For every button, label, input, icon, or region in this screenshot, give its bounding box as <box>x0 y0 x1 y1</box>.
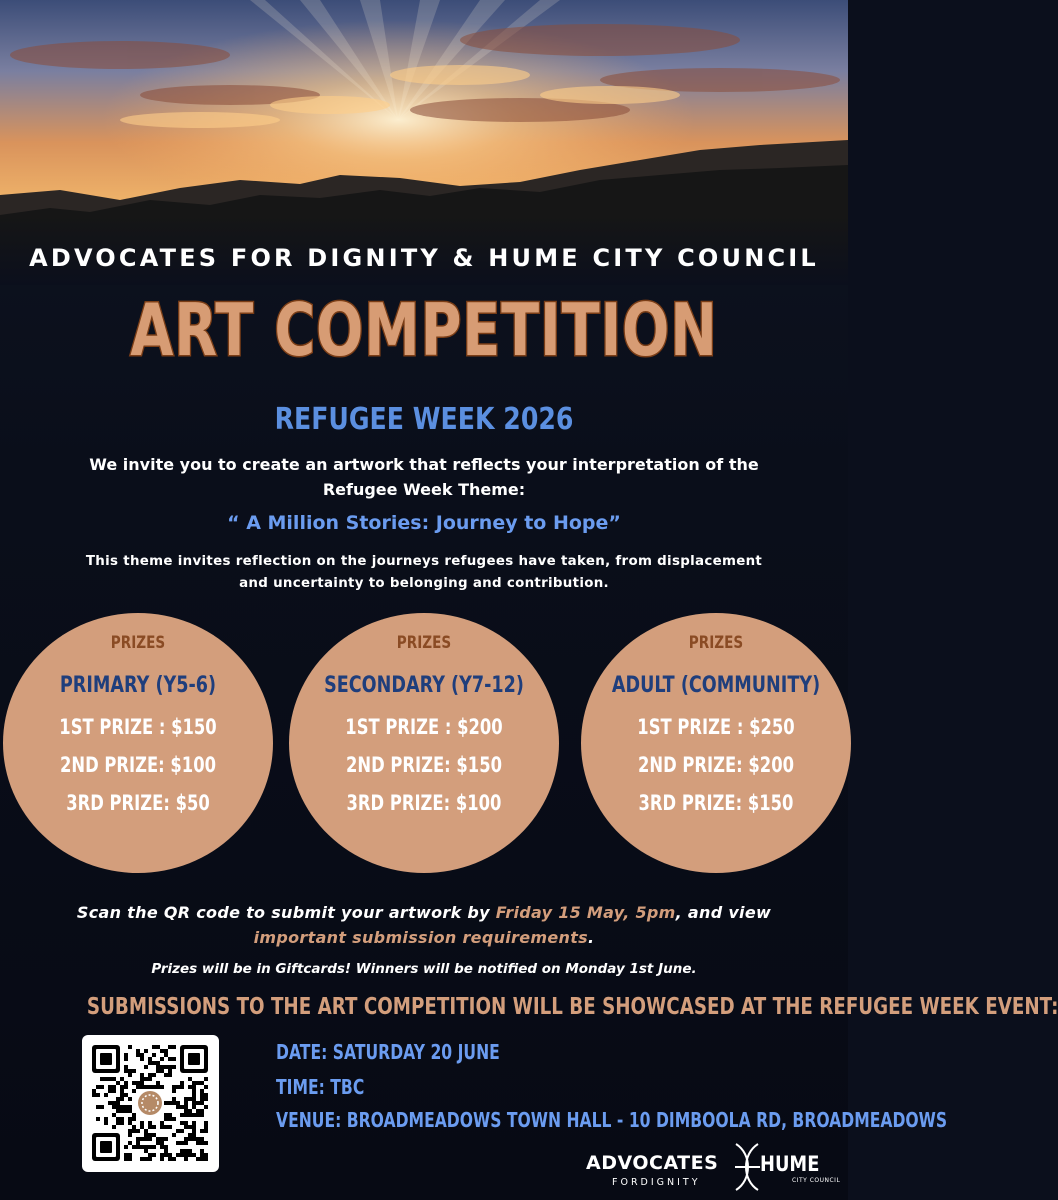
advocates-logo-subtext: FORDIGNITY <box>612 1177 701 1188</box>
prize-label: PRIZES <box>396 633 452 653</box>
prize-category: ADULT (COMMUNITY) <box>611 673 821 698</box>
first-prize: 1ST PRIZE : $200 <box>345 715 503 739</box>
deadline: Friday 15 May, 5pm <box>495 903 676 922</box>
prize-circle-secondary <box>289 613 559 873</box>
organisers-heading: ADVOCATES FOR DIGNITY & HUME CITY COUNCIL <box>29 244 819 272</box>
first-prize: 1ST PRIZE : $250 <box>637 715 795 739</box>
second-prize: 2ND PRIZE: $150 <box>345 753 503 777</box>
requirements-link[interactable]: important submission requirements <box>253 928 588 947</box>
theme-reflection: This theme invites reflection on the journeys refugees have taken, from displacement and uncertainty to belonging and contribution. <box>85 554 763 591</box>
third-prize: 3RD PRIZE: $50 <box>66 791 210 815</box>
second-prize: 2ND PRIZE: $100 <box>59 753 217 777</box>
scan-prefix: Scan the QR code to submit your artwork by <box>76 903 496 922</box>
hume-emblem-icon <box>732 1140 762 1195</box>
scan-instructions <box>40 900 808 950</box>
event-date: DATE: SATURDAY 20 JUNE <box>276 1040 500 1064</box>
advocates-for-dignity-logo <box>586 1152 719 1192</box>
showcase-heading: SUBMISSIONS TO THE ART COMPETITION WILL BE SHOWCASED AT THE REFUGEE WEEK EVENT: <box>86 994 1058 1020</box>
giftcards-note: Prizes will be in Giftcards! Winners will be notified on Monday 1st June. <box>151 961 697 977</box>
scan-suffix: . <box>587 928 595 947</box>
prize-category: PRIMARY (Y5-6) <box>59 673 217 698</box>
third-prize: 3RD PRIZE: $150 <box>638 791 794 815</box>
hume-logo-text: HUME <box>760 1152 820 1176</box>
first-prize: 1ST PRIZE : $150 <box>59 715 217 739</box>
event-venue: VENUE: BROADMEADOWS TOWN HALL - 10 DIMBOOLA RD, BROADMEADOWS <box>276 1108 948 1132</box>
prize-label: PRIZES <box>110 633 166 653</box>
qr-code[interactable] <box>82 1035 219 1172</box>
second-prize: 2ND PRIZE: $200 <box>637 753 795 777</box>
event-time: TIME: TBC <box>276 1075 365 1099</box>
theme-quote: “ A Million Stories: Journey to Hope” <box>227 512 621 534</box>
scan-middle: , and view <box>675 903 772 922</box>
advocates-logo-text: ADVOCATES <box>586 1152 719 1174</box>
prize-circle-adult <box>581 613 851 873</box>
prize-circle-primary <box>3 613 273 873</box>
third-prize: 3RD PRIZE: $100 <box>346 791 502 815</box>
hume-logo-subtext: CITY COUNCIL <box>792 1177 841 1184</box>
sunset-mountain-photo <box>0 0 848 285</box>
hume-city-council-logo <box>732 1140 841 1195</box>
prize-category: SECONDARY (Y7-12) <box>324 673 524 698</box>
prize-label: PRIZES <box>688 633 744 653</box>
invite-text: We invite you to create an artwork that reflects your interpretation of the Refugee Week Theme: <box>89 455 759 499</box>
event-subtitle: REFUGEE WEEK 2026 <box>274 402 574 437</box>
page-title: ART COMPETITION <box>130 288 718 372</box>
